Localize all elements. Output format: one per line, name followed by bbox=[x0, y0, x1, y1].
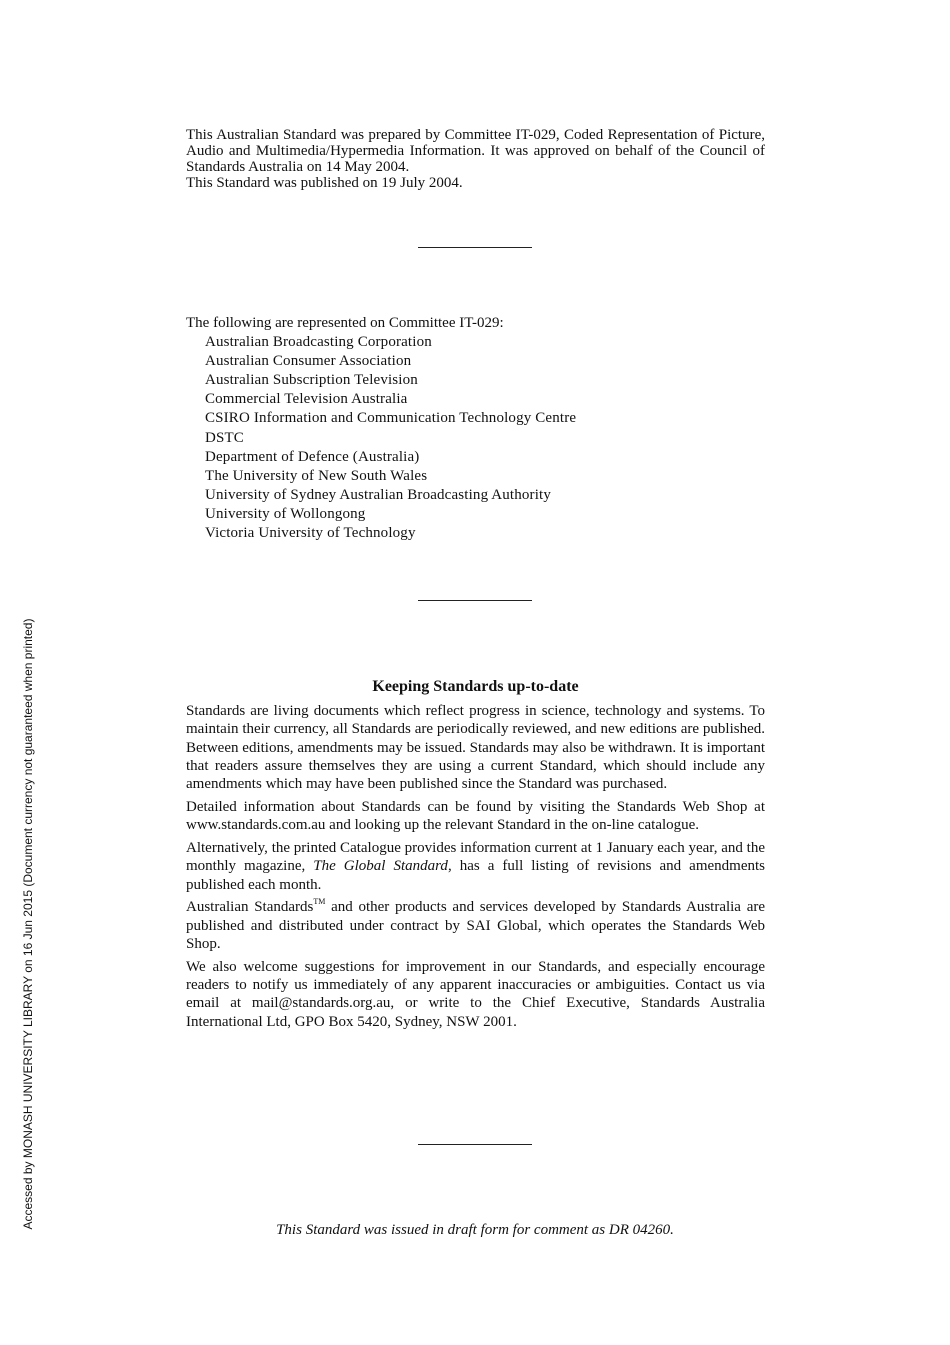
member-list bbox=[186, 333, 765, 543]
list-item: Australian Broadcasting Corporation bbox=[205, 334, 432, 351]
section-heading: Keeping Standards up-to-date bbox=[372, 678, 579, 695]
list-item: Commercial Television Australia bbox=[205, 391, 408, 408]
divider-rule bbox=[418, 1144, 532, 1145]
list-item: Victoria University of Technology bbox=[205, 525, 416, 542]
list-item: University of Wollongong bbox=[205, 505, 366, 522]
access-watermark: Accessed by MONASH UNIVERSITY LIBRARY on 16 Jun 2015 (Document currency not guaranteed when printed) bbox=[21, 618, 35, 1230]
divider-rule bbox=[418, 247, 532, 248]
paragraph-text: Australian Standards bbox=[186, 899, 314, 916]
keeping-up-to-date-section bbox=[186, 702, 765, 1036]
paragraph-text: Alternatively, the printed Catalogue provides information current at 1 January each year, and the monthly magazine, bbox=[186, 840, 765, 875]
paragraph: We also welcome suggestions for improvement in our Standards, and especially encourage readers to notify us immediately of any apparent inaccuracies or ambiguities. Contact us via email at mail@standards.org.au, or write to the Chief Executive, Standards Australia International Ltd, GPO Box 5420, Sydney, NSW 2001. bbox=[186, 958, 765, 1030]
committee-members bbox=[186, 314, 765, 543]
list-item: Department of Defence (Australia) bbox=[205, 448, 420, 465]
committee-intro: The following are represented on Committee IT-029: bbox=[186, 315, 504, 331]
magazine-title: The Global Standard bbox=[313, 858, 448, 875]
draft-note: This Standard was issued in draft form for comment as DR 04260. bbox=[276, 1222, 674, 1238]
paragraph bbox=[186, 839, 765, 894]
list-item: DSTC bbox=[205, 429, 244, 446]
list-item: Australian Subscription Television bbox=[205, 372, 418, 389]
paragraph: Detailed information about Standards can be found by visiting the Standards Web Shop at www.standards.com.au and looking up the relevant Standard in the on-line catalogue. bbox=[186, 798, 765, 834]
trademark-mark: TM bbox=[313, 897, 326, 907]
list-item: University of Sydney Australian Broadcasting Authority bbox=[205, 486, 551, 503]
divider-rule bbox=[418, 600, 532, 601]
approval-statement bbox=[186, 127, 765, 191]
paragraph-text: , has a full listing of revisions and amendments published each month. bbox=[186, 858, 765, 893]
list-item: CSIRO Information and Communication Technology Centre bbox=[205, 410, 577, 427]
list-item: Australian Consumer Association bbox=[205, 353, 412, 370]
list-item: The University of New South Wales bbox=[205, 467, 428, 484]
paragraph: Standards are living documents which reflect progress in science, technology and systems. To maintain their currency, all Standards are periodically reviewed, and new editions are published. Between editions, amendments may be issued. Standards may also be withdrawn. It is important that readers assure themselves they are using a current Standard, which should include any amendments which may have been published since the Standard was purchased. bbox=[186, 703, 765, 793]
paragraph bbox=[186, 898, 765, 953]
approval-text: This Australian Standard was prepared by Committee IT-029, Coded Representation of Picture, Audio and Multimedia/Hypermedia Information. It was approved on behalf of the Council of Standards Australia on 14 May 2004. bbox=[186, 127, 765, 175]
paragraph-text: and other products and services developed by Standards Australia are published and distributed under contract by SAI Global, which operates the Standards Web Shop. bbox=[186, 899, 766, 953]
publication-date-text: This Standard was published on 19 July 2004. bbox=[186, 175, 463, 191]
